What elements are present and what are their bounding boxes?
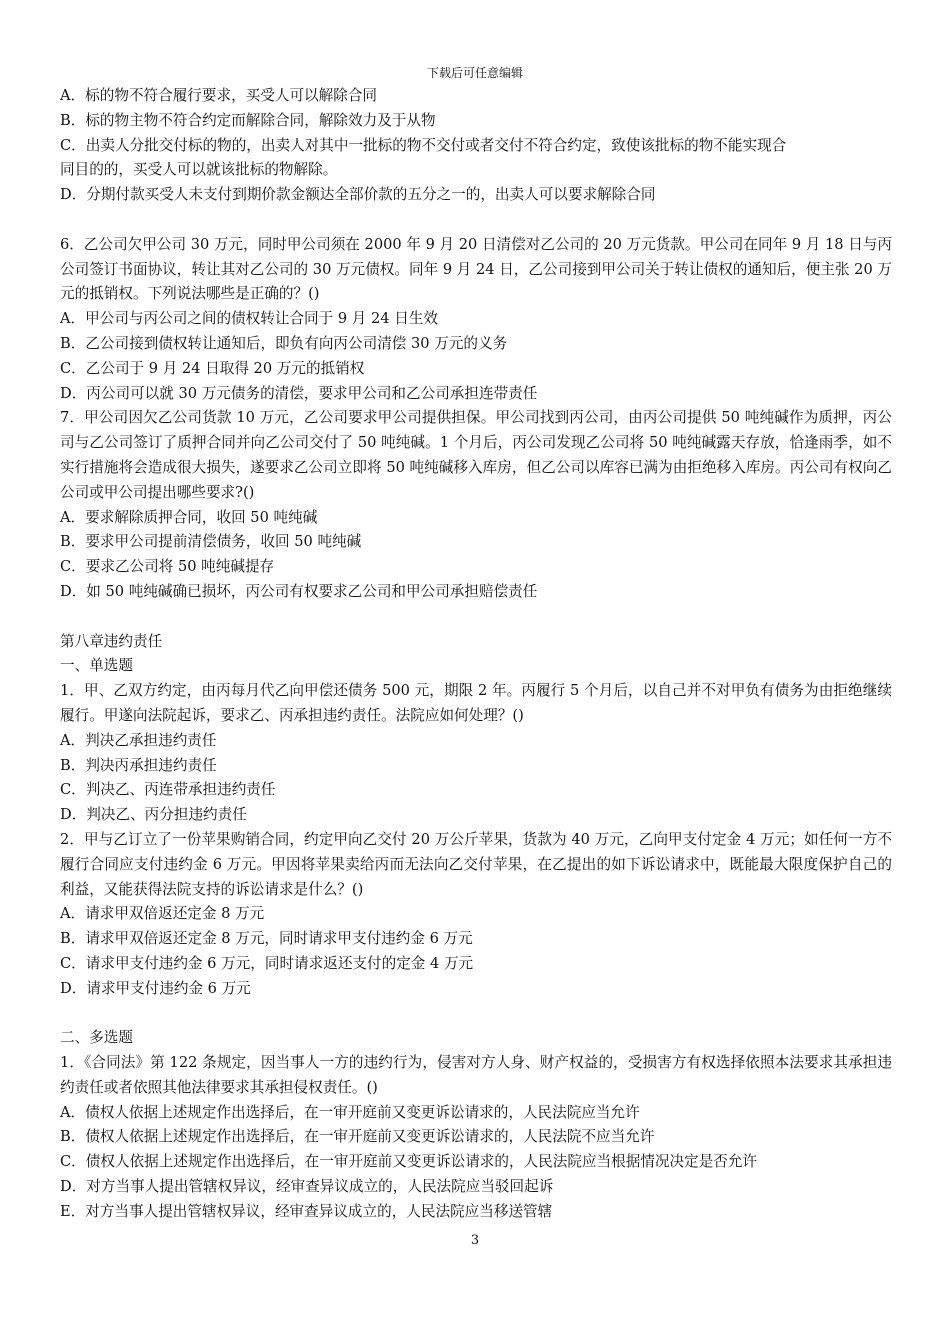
- q7-option-a: A．要求解除质押合同，收回 50 吨纯碱: [60, 508, 318, 526]
- ch8-q2-option-c: C．请求甲支付违约金 6 万元，同时请求返还支付的定金 4 万元: [60, 954, 474, 972]
- q5-option-c-line1: C．出卖人分批交付标的物的，出卖人对其中一批标的物不交付或者交付不符合约定，致使该批标的物不能实现合: [60, 136, 787, 154]
- q6-option-b: B．乙公司接到债权转让通知后，即负有向丙公司清偿 30 万元的义务: [60, 334, 508, 352]
- q6-option-a: A．甲公司与丙公司之间的债权转让合同于 9 月 24 日生效: [60, 310, 439, 328]
- page-number: 3: [470, 1233, 480, 1248]
- spacer: [60, 1001, 892, 1026]
- section-heading-single-choice: 一、单选题: [60, 657, 133, 675]
- ch8-q1-stem: 1．甲、乙双方约定，由丙每月代乙向甲偿还债务 500 元，期限 2 年。丙履行 5 个月后，以自己并不对甲负有债务为由拒绝继续履行。甲遂向法院起诉，要求乙、丙承担违约责任。法院应如何处理？(): [60, 682, 892, 724]
- q5-option-b: B．标的物主物不符合约定而解除合同，解除效力及于从物: [60, 111, 436, 129]
- q5-option-d: D．分期付款买受人未支付到期价款金额达全部价款的五分之一的，出卖人可以要求解除合同: [60, 186, 656, 204]
- ch8-q2-stem: 2．甲与乙订立了一份苹果购销合同，约定甲向乙交付 20 万公斤苹果，货款为 40 万元，乙向甲支付定金 4 万元；如任何一方不履行合同应支付违约金 6 万元。甲因将苹果卖给丙而无法向乙交付苹果，在乙提出的如下诉讼请求中，既能最大限度保护自己的利益，又能获得法院支持的诉讼请求是什么？(): [60, 830, 892, 898]
- ch8-q1-option-c: C．判决乙、丙连带承担违约责任: [60, 781, 276, 799]
- ch8-m1-option-e: E．对方当事人提出管辖权异议，经审查异议成立的，人民法院应当移送管辖: [60, 1202, 553, 1220]
- document-body: [60, 84, 892, 1225]
- ch8-m1-option-d: D．对方当事人提出管辖权异议，经审查异议成立的，人民法院应当驳回起诉: [60, 1178, 554, 1196]
- q7-option-b: B．要求甲公司提前清偿债务，收回 50 吨纯碱: [60, 533, 362, 551]
- q7-option-d: D．如 50 吨纯碱确已损坏，丙公司有权要求乙公司和甲公司承担赔偿责任: [60, 582, 538, 600]
- ch8-m1-option-c: C．债权人依据上述规定作出选择后，在一审开庭前又变更诉讼请求的，人民法院应当根据情况决定是否允许: [60, 1153, 758, 1171]
- spacer: [60, 208, 892, 233]
- q7-option-c: C．要求乙公司将 50 吨纯碱提存: [60, 558, 275, 576]
- section-heading-multiple-choice: 二、多选题: [60, 1029, 133, 1047]
- chapter-title: 第八章违约责任: [60, 632, 163, 650]
- ch8-q2-option-b: B．请求甲双倍返还定金 8 万元，同时请求甲支付违约金 6 万元: [60, 930, 473, 948]
- q5-option-c-line2: 同目的的，买受人可以就该批标的物解除。: [60, 161, 338, 179]
- q6-option-c: C．乙公司于 9 月 24 日取得 20 万元的抵销权: [60, 359, 365, 377]
- ch8-q1-option-d: D．判决乙、丙分担违约责任: [60, 806, 247, 824]
- ch8-q1-option-a: A．判决乙承担违约责任: [60, 731, 217, 749]
- ch8-q1-option-b: B．判决丙承担违约责任: [60, 756, 217, 774]
- q5-option-a: A．标的物不符合履行要求，买受人可以解除合同: [60, 87, 378, 104]
- ch8-m1-option-b: B．债权人依据上述规定作出选择后，在一审开庭前又变更诉讼请求的，人民法院不应当允许: [60, 1128, 655, 1146]
- ch8-q2-option-a: A．请求甲双倍返还定金 8 万元: [60, 905, 265, 923]
- page-header: 下载后可任意编辑: [426, 66, 523, 80]
- q6-option-d: D．丙公司可以就 30 万元债务的清偿，要求甲公司和乙公司承担连带责任: [60, 384, 538, 402]
- q6-stem: 6．乙公司欠甲公司 30 万元，同时甲公司须在 2000 年 9 月 20 日清偿对乙公司的 20 万元货款。甲公司在同年 9 月 18 日与丙公司签订书面协议，转让其对乙公司的 30 万元债权。同年 9 月 24 日，乙公司接到甲公司关于转让债权的通知后，便主张 20 万元的抵销权。下列说法哪些是正确的？(): [60, 235, 892, 303]
- ch8-q2-option-d: D．请求甲支付违约金 6 万元: [60, 979, 251, 997]
- spacer: [60, 605, 892, 630]
- ch8-m1-stem: 1．《合同法》第 122 条规定，因当事人一方的违约行为，侵害对方人身、财产权益的，受损害方有权选择依照本法要求其承担违约责任或者依照其他法律要求其承担侵权责任。(): [60, 1054, 892, 1096]
- q7-stem: 7．甲公司因欠乙公司货款 10 万元，乙公司要求甲公司提供担保。甲公司找到丙公司，由丙公司提供 50 吨纯碱作为质押，丙公司与乙公司签订了质押合同并向乙公司交付了 50 吨纯碱。1 个月后，丙公司发现乙公司将 50 吨纯碱露天存放，恰逢雨季，如不实行措施将会造成很大损失，遂要求乙公司立即将 50 吨纯碱移入库房，但乙公司以库容已满为由拒绝移入库房。丙公司有权向乙公司或甲公司提出哪些要求?(): [60, 409, 892, 501]
- ch8-m1-option-a: A．债权人依据上述规定作出选择后，在一审开庭前又变更诉讼请求的，人民法院应当允许: [60, 1103, 640, 1121]
